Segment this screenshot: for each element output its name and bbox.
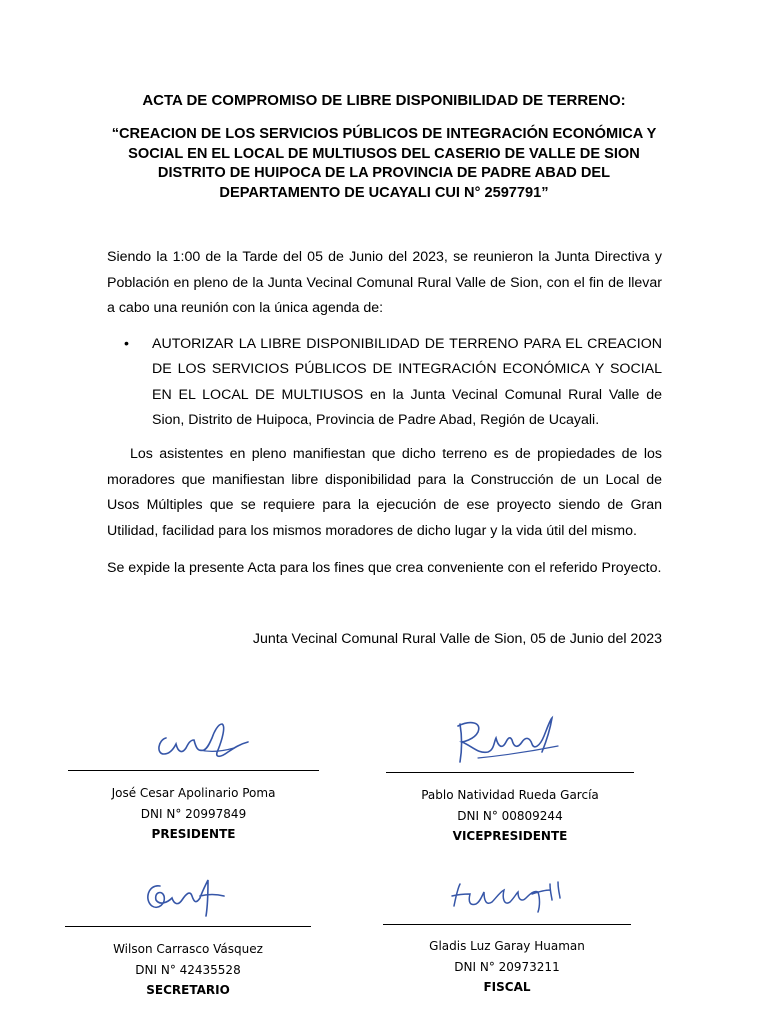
- signer-name: José Cesar Apolinario Poma: [111, 786, 276, 800]
- signature-secretario-image: [138, 872, 238, 920]
- document-subtitle: “CREACION DE LOS SERVICIOS PÚBLICOS DE INTEGRACIÓN ECONÓMICA Y SOCIAL EN EL LOCAL DE MULTIUSOS DEL CASERIO DE VALLE DE SION DISTRITO DE HUIPOCA DE LA PROVINCIA DE PADRE ABAD DEL DEPARTAMENTO DE UCAYALI CUI N° 2597791”: [111, 126, 657, 201]
- signer-dni: DNI N° 20997849: [140, 806, 247, 821]
- signer-dni: DNI N° 00809244: [457, 808, 563, 823]
- closing-place-date: Junta Vecinal Comunal Rural Valle de Sion, 05 de Junio del 2023: [252, 631, 662, 647]
- signer-role: PRESIDENTE: [151, 827, 236, 841]
- signer-role: VICEPRESIDENTE: [452, 829, 568, 843]
- signature-fiscal-image: [446, 876, 570, 918]
- signer-name: Gladis Luz Garay Huaman: [429, 939, 585, 953]
- signer-name: Pablo Natividad Rueda García: [421, 788, 599, 802]
- signature-block-fiscal: [383, 936, 631, 998]
- agenda-item: AUTORIZAR LA LIBRE DISPONIBILIDAD DE TERRENO PARA EL CREACION DE LOS SERVICIOS PÚBLICOS DE INTEGRACIÓN ECONÓMICA Y SOCIAL EN EL LOCAL DE MULTIUSOS en la Junta Vecinal Comunal Rural Valle de Sion, Distrito de Huipoca, Provincia de Padre Abad, Región de Ucayali.: [152, 336, 662, 428]
- signer-dni: DNI N° 42435528: [135, 962, 241, 977]
- signature-block-secretario: [65, 939, 311, 1001]
- paragraph-issuance: Se expide la presente Acta para los fines que crea conveniente con el referido Proyecto.: [107, 560, 662, 576]
- signature-block-vicepresidente: [386, 785, 634, 847]
- signature-line-secretario: [65, 926, 311, 927]
- paragraph-statement: Los asistentes en pleno manifiestan que dicho terreno es de propiedades de los moradores que manifiestan libre disponibilidad para la Construcción de un Local de Usos Múltiples que se requiere para la ejecución de ese proyecto siendo de Gran Utilidad, facilidad para los mismos moradores de dicho lugar y la vida útil del mismo.: [107, 446, 662, 539]
- bullet-marker: •: [124, 336, 129, 352]
- signature-line-vicepresidente: [386, 772, 634, 773]
- paragraph-intro: Siendo la 1:00 de la Tarde del 05 de Junio del 2023, se reunieron la Junta Directiva y Población en pleno de la Junta Vecinal Comunal Rural Valle de Sion, con el fin de llevar a cabo una reunión con la única agenda de:: [107, 249, 662, 316]
- signer-dni: DNI N° 20973211: [454, 959, 560, 974]
- signer-name: Wilson Carrasco Vásquez: [113, 942, 263, 956]
- signature-line-presidente: [68, 770, 319, 771]
- agenda-list: [124, 332, 662, 433]
- signature-presidente-image: [148, 718, 258, 764]
- signature-line-fiscal: [383, 924, 631, 925]
- signature-block-presidente: [68, 783, 319, 845]
- signature-vicepresidente-image: [448, 712, 566, 770]
- signer-role: FISCAL: [483, 980, 531, 994]
- signer-role: SECRETARIO: [146, 983, 230, 997]
- document-title: ACTA DE COMPROMISO DE LIBRE DISPONIBILIDAD DE TERRENO:: [142, 92, 626, 109]
